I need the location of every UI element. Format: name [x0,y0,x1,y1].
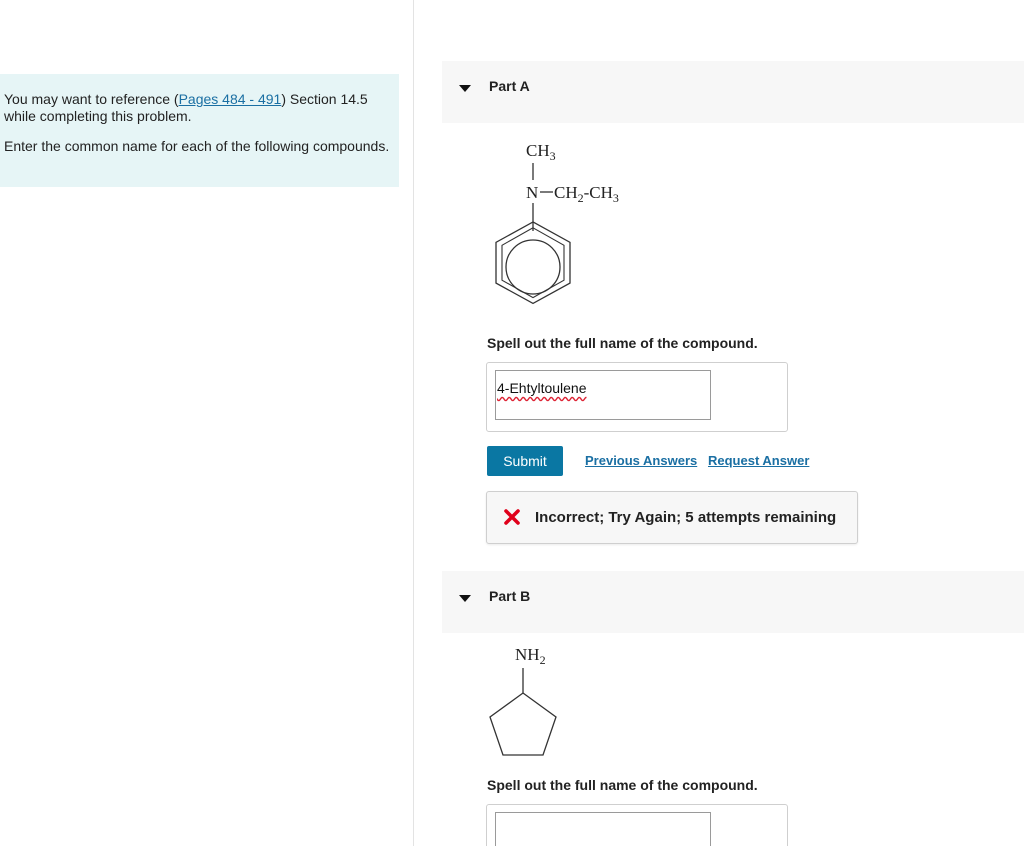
request-answer-link[interactable]: Request Answer [708,453,810,468]
pages-link[interactable]: Pages 484 - 491 [178,91,282,107]
left-panel [0,0,414,846]
part-b-answer-input[interactable] [495,812,711,846]
previous-answers-link[interactable]: Previous Answers [585,453,698,468]
reference-text: You may want to reference (Pages 484 - 491) Section 14.5 while completing this problem. [4,91,368,124]
part-a-title: Part A [489,78,530,94]
part-b-answer-well [486,804,788,846]
part-b-title: Part B [489,588,531,604]
feedback-text: Incorrect; Try Again; 5 attempts remaining [535,509,837,526]
instruction-text: Enter the common name for each of the following compounds. [4,138,390,154]
submit-button[interactable]: Submit [487,446,563,476]
svg-text:CH2-CH3: $CH_2-CH_3$ [554,183,619,205]
part-a-header[interactable] [442,61,1024,123]
svg-text:N: N [526,183,539,202]
incorrect-x-icon [503,508,521,526]
feedback-box [486,491,858,544]
part-b-prompt: Spell out the full name of the compound. [487,777,758,793]
part-b-structure [480,638,600,763]
svg-text:CH3: $CH_3$ [526,141,556,163]
part-a-prompt: Spell out the full name of the compound. [487,335,758,351]
part-a-answer-input[interactable]: 4-Ehtyltoulene [495,370,711,420]
part-a-answer-well [486,362,788,432]
collapse-triangle-icon[interactable] [459,595,471,602]
collapse-triangle-icon[interactable] [459,85,471,92]
part-a-structure [480,130,660,310]
part-b-header[interactable] [442,571,1024,633]
reference-box [0,74,399,187]
svg-text:NH2: $NH_2$ [515,645,546,667]
